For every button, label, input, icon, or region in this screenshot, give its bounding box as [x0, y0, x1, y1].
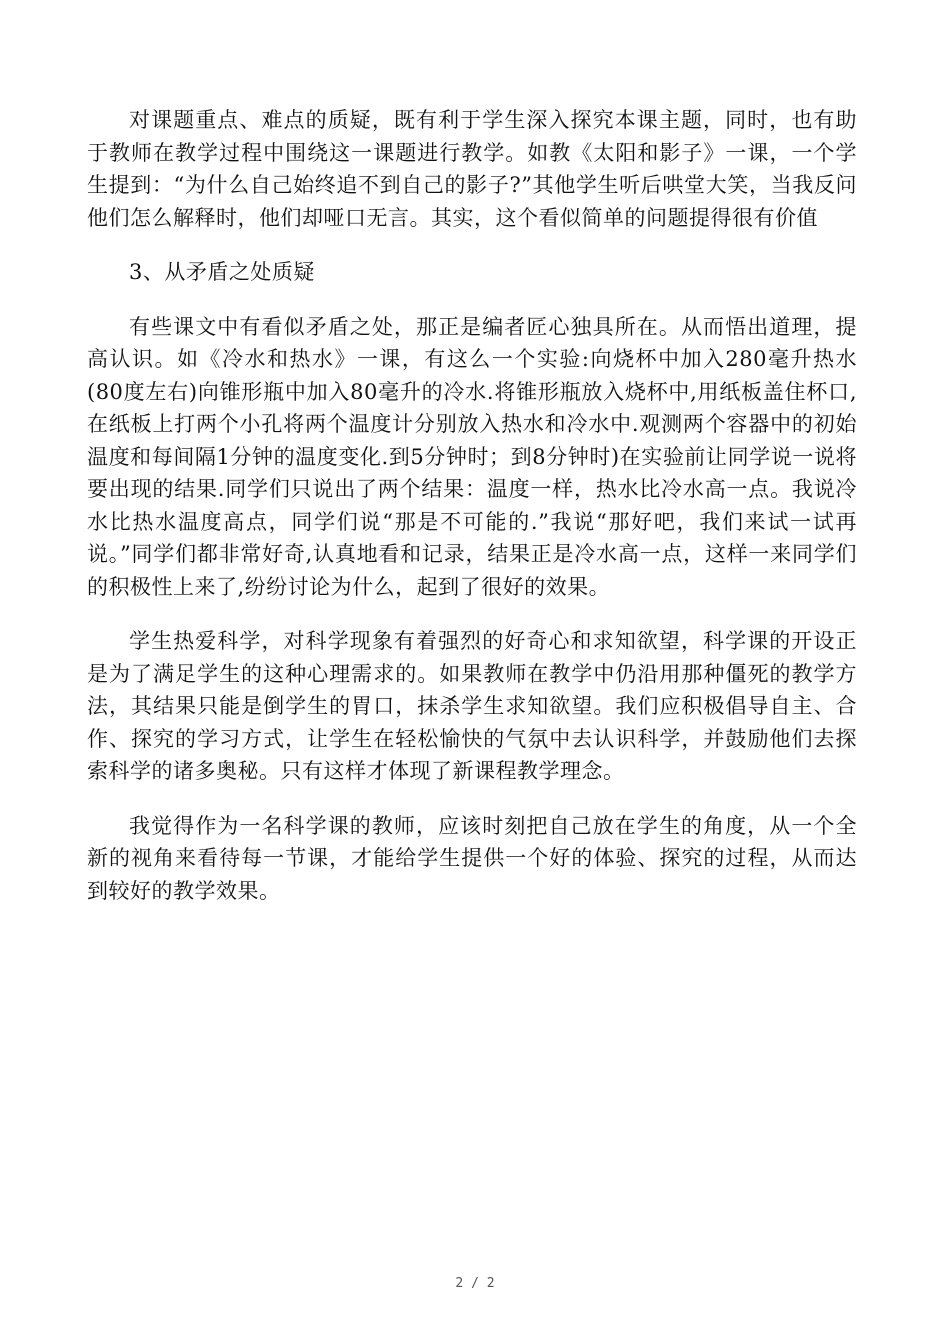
paragraph-cold-hot-water-experiment: 有些课文中有看似矛盾之处，那正是编者匠心独具所在。从而悟出道理，提高认识。如《冷水和热水》一课，有这么一个实验:向烧杯中加入280毫升热水(80度左右)向锥形瓶中加入80毫升的冷水.将锥形瓶放入烧杯中,用纸板盖住杯口,在纸板上打两个小孔将两个温度计分别放入热水和冷水中.观测两个容器中的初始温度和每间隔1分钟的温度变化.到5分钟时；到8分钟时)在实验前让同学说一说将要出现的结果.同学们只说出了两个结果：温度一样，热水比冷水高一点。我说冷水比热水温度高点，同学们说“那是不可能的.”我说“那好吧，我们来试一试再说。”同学们都非常好奇,认真地看和记录，结果正是冷水高一点，这样一来同学们的积极性上来了,纷纷讨论为什么，起到了很好的效果。 — [87, 314, 857, 599]
paragraph-teacher-perspective: 我觉得作为一名科学课的教师，应该时刻把自己放在学生的角度，从一个全新的视角来看待每一节课，才能给学生提供一个好的体验、探究的过程，从而达到较好的教学效果。 — [87, 813, 857, 903]
section-heading-contradiction: 3、从矛盾之处质疑 — [129, 260, 315, 284]
page-number: 2 / 2 — [455, 1276, 495, 1291]
document-body — [87, 104, 857, 907]
paragraph-student-curiosity: 学生热爱科学，对科学现象有着强烈的好奇心和求知欲望，科学课的开设正是为了满足学生的这种心理需求的。如果教师在教学中仍沿用那种僵死的教学方法，其结果只能是倒学生的胃口，抹杀学生求知欲望。我们应积极倡导自主、合作、探究的学习方式，让学生在轻松愉快的气氛中去认识科学，并鼓励他们去探索科学的诸多奥秘。只有这样才体现了新课程教学理念。 — [87, 629, 857, 783]
paragraph-question-value: 对课题重点、难点的质疑，既有利于学生深入探究本课主题，同时，也有助于教师在教学过程中围绕这一课题进行教学。如教《太阳和影子》一课，一个学生提到：“为什么自己始终追不到自己的影子?”其他学生听后哄堂大笑，当我反问他们怎么解释时，他们却哑口无言。其实，这个看似简单的问题提得很有价值 — [87, 108, 857, 230]
